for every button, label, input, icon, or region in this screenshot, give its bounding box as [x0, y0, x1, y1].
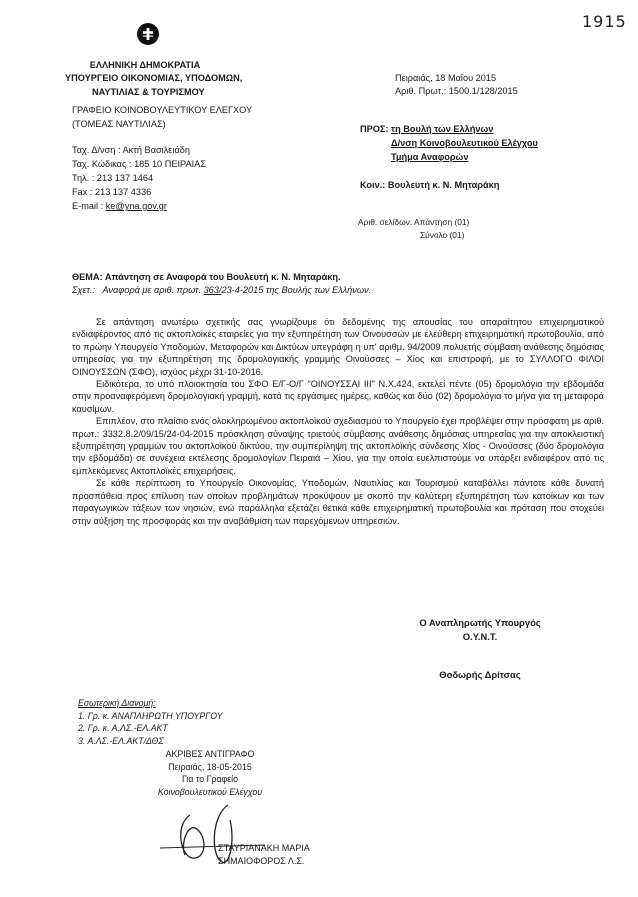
- subject-reference: [72, 284, 371, 296]
- email-row: [72, 200, 167, 212]
- protocol-number: Αριθ. Πρωτ.: 1500.1/128/2015: [395, 86, 518, 96]
- recipient-label: ΠΡΟΣ:: [360, 124, 389, 134]
- greek-coat-of-arms-icon: [137, 23, 159, 45]
- distribution-item: 2. Γρ. κ. Α.ΛΣ.-ΕΛ.ΑΚΤ: [78, 723, 168, 733]
- distribution-item: 1. Γρ. κ. ΑΝΑΠΛΗΡΩΤΗ ΥΠΟΥΡΓΟΥ: [78, 711, 223, 721]
- recipient-line-2: Δ/νση Κοινοβουλευτικού Ελέγχου: [391, 138, 538, 148]
- office-name: ΓΡΑΦΕΙΟ ΚΟΙΝΟΒΟΥΛΕΥΤΙΚΟΥ ΕΛΕΓΧΟΥ: [72, 105, 253, 115]
- body-paragraph: Ειδικότερα, το υπό πλοιοκτησία του ΣΦΟ Ε/Γ-Ο/Γ "ΟΙΝΟΥΣΣΑΙ ΙΙΙ" Ν.Χ.424, εκτελεί πέντε (05) δρομολόγια την εβδομάδα στην προαναφερόμενη δρομολογιακή γραμμή, κατά τις εργάσιμες ημέρες, καθώς και δύο (02) δρομολόγια το μήνα για τη μεταφορά καυσίμων.: [72, 379, 604, 414]
- ministry-line-2: ΝΑΥΤΙΛΙΑΣ & ΤΟΥΡΙΣΜΟΥ: [92, 87, 205, 97]
- certified-copy-stamp: [140, 748, 280, 798]
- body-paragraph: Επιπλέον, στο πλαίσιο ενός ολοκληρωμένου ακτοπλοϊκού σχεδιασμού το Υπουργείο έχει προβλέψει στην πρόσφατη με αριθ. πρωτ.: 3332.8.2/09/15/24-04-2015 πρόσκληση σύναψης τριετούς σύμβασης ανάθεσης δημόσιας υπηρεσίας για την αποκλειστική εξυπηρέτηση γραμμών του ακτοπλοϊκού δικτύου, την συμπερίληψη της ακτοπλοϊκής σύνδεσης Χίος - Οινούσσες (δύο δρομολόγια την εβδομάδα) σε συνέχεια εκτέλεσης δρομολογίων Πειραιά – Χίου, για την οποία ευελπιστούμε να υπάρξει ενδιαφέρον από τις εμπλεκόμενες Ακτοπλοϊκές επιχειρήσεις.: [72, 416, 604, 476]
- body-paragraph: Σε κάθε περίπτωση το Υπουργείο Οικονομίας, Υποδομών, Ναυτιλίας και Τουρισμού καταβάλλει πάντοτε κάθε δυνατή προσπάθεια προς επίλυση των οποίων προβλημάτων προκύψουν με σκοπό την καλύτερη εξυπηρέτηση των κατοίκων και των παραγωγικών τάξεων των νησιών, ενώ παράλληλα εξετάζει θετικά κάθε επιχειρηματική πρωτοβουλία και πρόταση που στοχεύει στην αύξηση της προσφοράς και την αναβάθμιση των παρεχόμενων υπηρεσιών.: [72, 478, 604, 526]
- distribution-title: Εσωτερική Διανομή:: [78, 698, 156, 708]
- email-label: E-mail :: [72, 201, 106, 211]
- fax: Fax : 213 137 4336: [72, 187, 152, 197]
- handwritten-number: 1915: [582, 12, 627, 31]
- reference-number: 363/: [203, 285, 222, 295]
- signatory-name: Θοδωρής Δρίτσας: [439, 669, 521, 680]
- cc-line: Κοιν.: Βουλευτή κ. Ν. Μηταράκη: [360, 180, 500, 190]
- phone: Τηλ. : 213 137 1464: [72, 173, 154, 183]
- letter-body: [72, 316, 604, 527]
- distribution-item: 3. Α.ΛΣ.-ΕΛ.ΑΚΤ/ΔΘΣ: [78, 736, 164, 746]
- document-date: Πειραιάς, 18 Μαΐου 2015: [395, 73, 497, 83]
- reference-suffix: 23-4-2015 της Βουλής των Ελλήνων.: [221, 285, 372, 295]
- country-name: ΕΛΛΗΝΙΚΗ ΔΗΜΟΚΡΑΤΙΑ: [89, 60, 201, 70]
- certified-copy-date: Πειραιάς, 18-05-2015: [168, 761, 252, 772]
- reference-prefix: Αναφορά με αριθ. πρωτ.: [102, 285, 204, 295]
- recipient-line-1: τη Βουλή των Ελλήνων: [391, 124, 494, 134]
- postcode: Ταχ. Κώδικας : 185 10 ΠΕΙΡΑΙΑΣ: [72, 159, 206, 169]
- address: Ταχ. Δ/νση : Ακτή Βασιλειάδη: [72, 145, 190, 155]
- recipient-line-3: Τμήμα Αναφορών: [391, 152, 469, 162]
- certifier-rank: ΣΗΜΑΙΟΦΟΡΟΣ Λ.Σ.: [218, 856, 305, 866]
- subject-title: ΘΕΜΑ: Απάντηση σε Αναφορά του Βουλευτή κ. Ν. Μηταράκη.: [72, 272, 341, 282]
- certified-copy-office: Κοινοβουλευτικού Ελέγχου: [157, 786, 263, 797]
- signatory-abbrev: Ο.Υ.Ν.Τ.: [462, 631, 498, 642]
- pages-total: Σύνολο (01): [420, 230, 465, 240]
- body-paragraph: Σε απάντηση ανωτέρω σχετικής σας γνωρίζουμε ότι δεδομένης της απουσίας του απαραίτητου επιχειρηματικού ενδιαφέροντος από τις ακτοπλοϊκές εταιρείες για την εξυπηρέτηση των Οινουσσών με ελεύθερη επιχειρηματική πρωτοβουλία, από το πρώην Υπουργείο Υποδομών, Μεταφορών και Δικτύων υπεγράφη η υπ' αριθμ. 94/2009 πολυετής σύμβαση ανάθεσης δημόσιας υπηρεσίας για την εξυπηρέτηση της δρομολογιακής γραμμής Οινούσσες – Χίος και επιστροφή, με το ΣΥΛΛΟΓΟ ΦΙΛΟΙ ΟΙΝΟΥΣΣΩΝ (ΣΦΟ), ισχύος μέχρι 31-10-2016.: [72, 317, 604, 377]
- certified-copy-title: ΑΚΡΙΒΕΣ ΑΝΤΙΓΡΑΦΟ: [165, 749, 255, 759]
- sector-name: (ΤΟΜΕΑΣ ΝΑΥΤΙΛΙΑΣ): [72, 119, 166, 129]
- ministry-line-1: ΥΠΟΥΡΓΕΙΟ ΟΙΚΟΝΟΜΙΑΣ, ΥΠΟΔΟΜΩΝ,: [65, 73, 243, 83]
- signatory-role: Ο Αναπληρωτής Υπουργός: [419, 617, 541, 628]
- reference-label: Σχετ.:: [72, 285, 96, 295]
- certifier-name: ΣΤΑΥΡΙΑΝΑΚΗ ΜΑΡΙΑ: [218, 843, 310, 853]
- certified-copy-for: Για το Γραφείο: [181, 774, 239, 785]
- pages-count: Αριθ. σελίδων: Απάντηση (01): [358, 217, 470, 227]
- email-link[interactable]: ke@yna.gov.gr: [105, 201, 167, 211]
